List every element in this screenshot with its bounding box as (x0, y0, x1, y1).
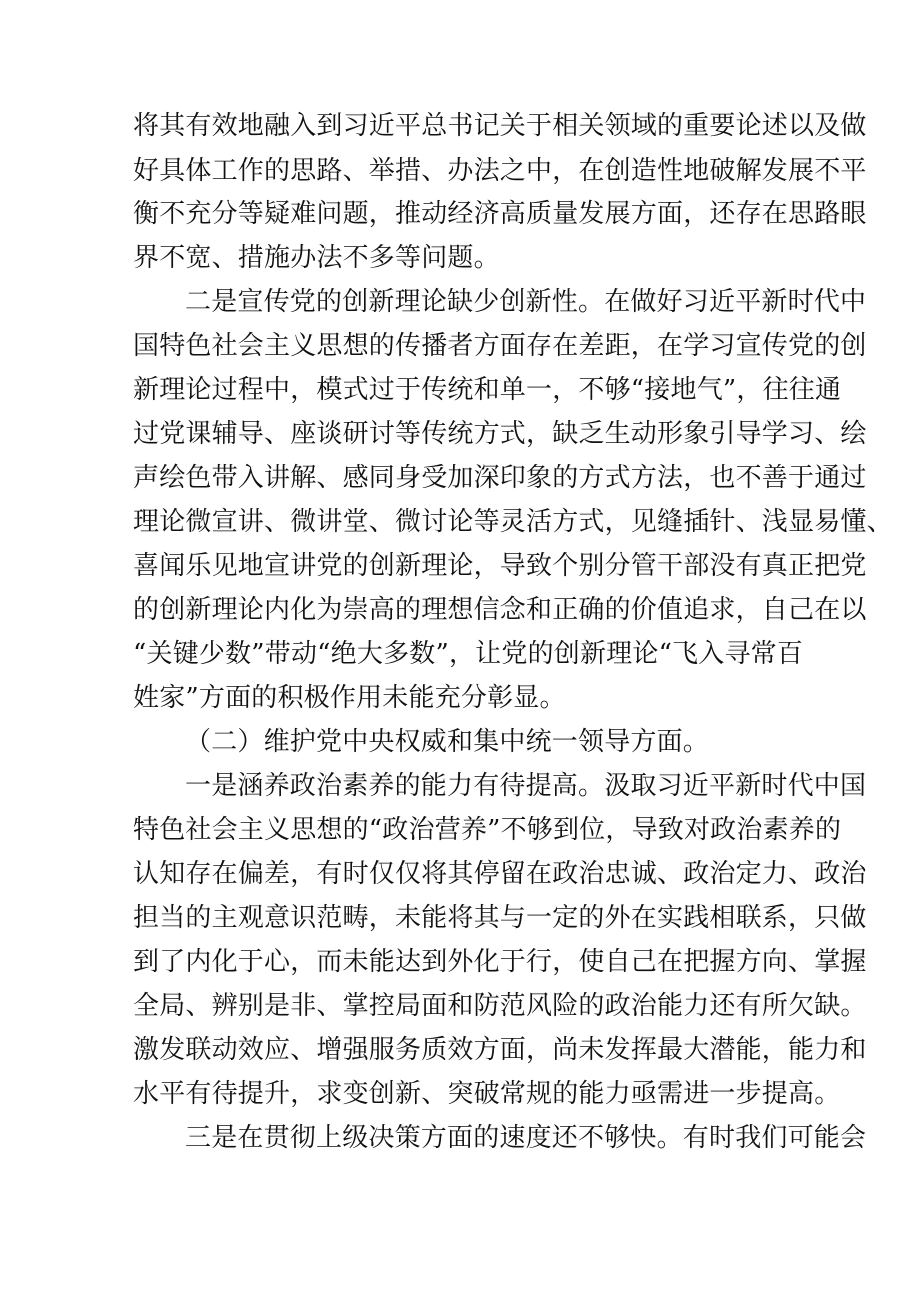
text-line: 水平有待提升，求变创新、突破常规的能力亟需进一步提高。 (133, 1079, 841, 1109)
text-line: 的创新理论内化为崇高的理想信念和正确的价值追求，自己在以 (133, 595, 867, 625)
text-line: 声绘色带入讲解、感同身受加深印象的方式方法，也不善于通过 (133, 463, 867, 493)
text-line: 喜闻乐见地宣讲党的创新理论，导致个别分管干部没有真正把党 (133, 551, 867, 581)
text-line: 姓家”方面的积极作用未能充分彰显。 (133, 683, 566, 713)
text-line: 好具体工作的思路、举措、办法之中，在创造性地破解发展不平 (133, 156, 867, 186)
text-line: 过党课辅导、座谈研讨等传统方式，缺乏生动形象引导学习、绘 (133, 419, 867, 449)
text-line: 到了内化于心，而未能达到外化于行，使自己在把握方向、掌握 (133, 947, 867, 977)
text-line: 理论微宣讲、微讲堂、微讨论等灵活方式，见缝插针、浅显易懂、 (133, 507, 893, 537)
section-heading: （二）维护党中央权威和集中统一领导方面。 (185, 727, 710, 757)
text-line: 衡不充分等疑难问题，推动经济高质量发展方面，还存在思路眼 (133, 199, 867, 229)
text-line: 国特色社会主义思想的传播者方面存在差距，在学习宣传党的创 (133, 331, 867, 361)
text-line: “关键少数”带动“绝大多数”，让党的创新理论“飞入寻常百 (133, 639, 804, 669)
paragraph-first-line: 二是宣传党的创新理论缺少创新性。在做好习近平新时代中 (185, 287, 867, 317)
text-line: 新理论过程中，模式过于传统和单一，不够“接地气”，往往通 (133, 375, 842, 405)
text-line: 特色社会主义思想的“政治营养”不够到位，导致对政治素养的 (133, 815, 842, 845)
text-line: 界不宽、措施办法不多等问题。 (133, 243, 500, 273)
text-line: 激发联动效应、增强服务质效方面，尚未发挥最大潜能，能力和 (133, 1035, 867, 1065)
paragraph-first-line: 三是在贯彻上级决策方面的速度还不够快。有时我们可能会 (185, 1123, 867, 1153)
text-line: 担当的主观意识范畴，未能将其与一定的外在实践相联系，只做 (133, 903, 867, 933)
text-line: 全局、辨别是非、掌控局面和防范风险的政治能力还有所欠缺。 (133, 991, 867, 1021)
paragraph-first-line: 一是涵养政治素养的能力有待提高。汲取习近平新时代中国 (185, 771, 867, 801)
text-line: 将其有效地融入到习近平总书记关于相关领域的重要论述以及做 (133, 111, 867, 141)
text-line: 认知存在偏差，有时仅仅将其停留在政治忠诚、政治定力、政治 (133, 859, 867, 889)
